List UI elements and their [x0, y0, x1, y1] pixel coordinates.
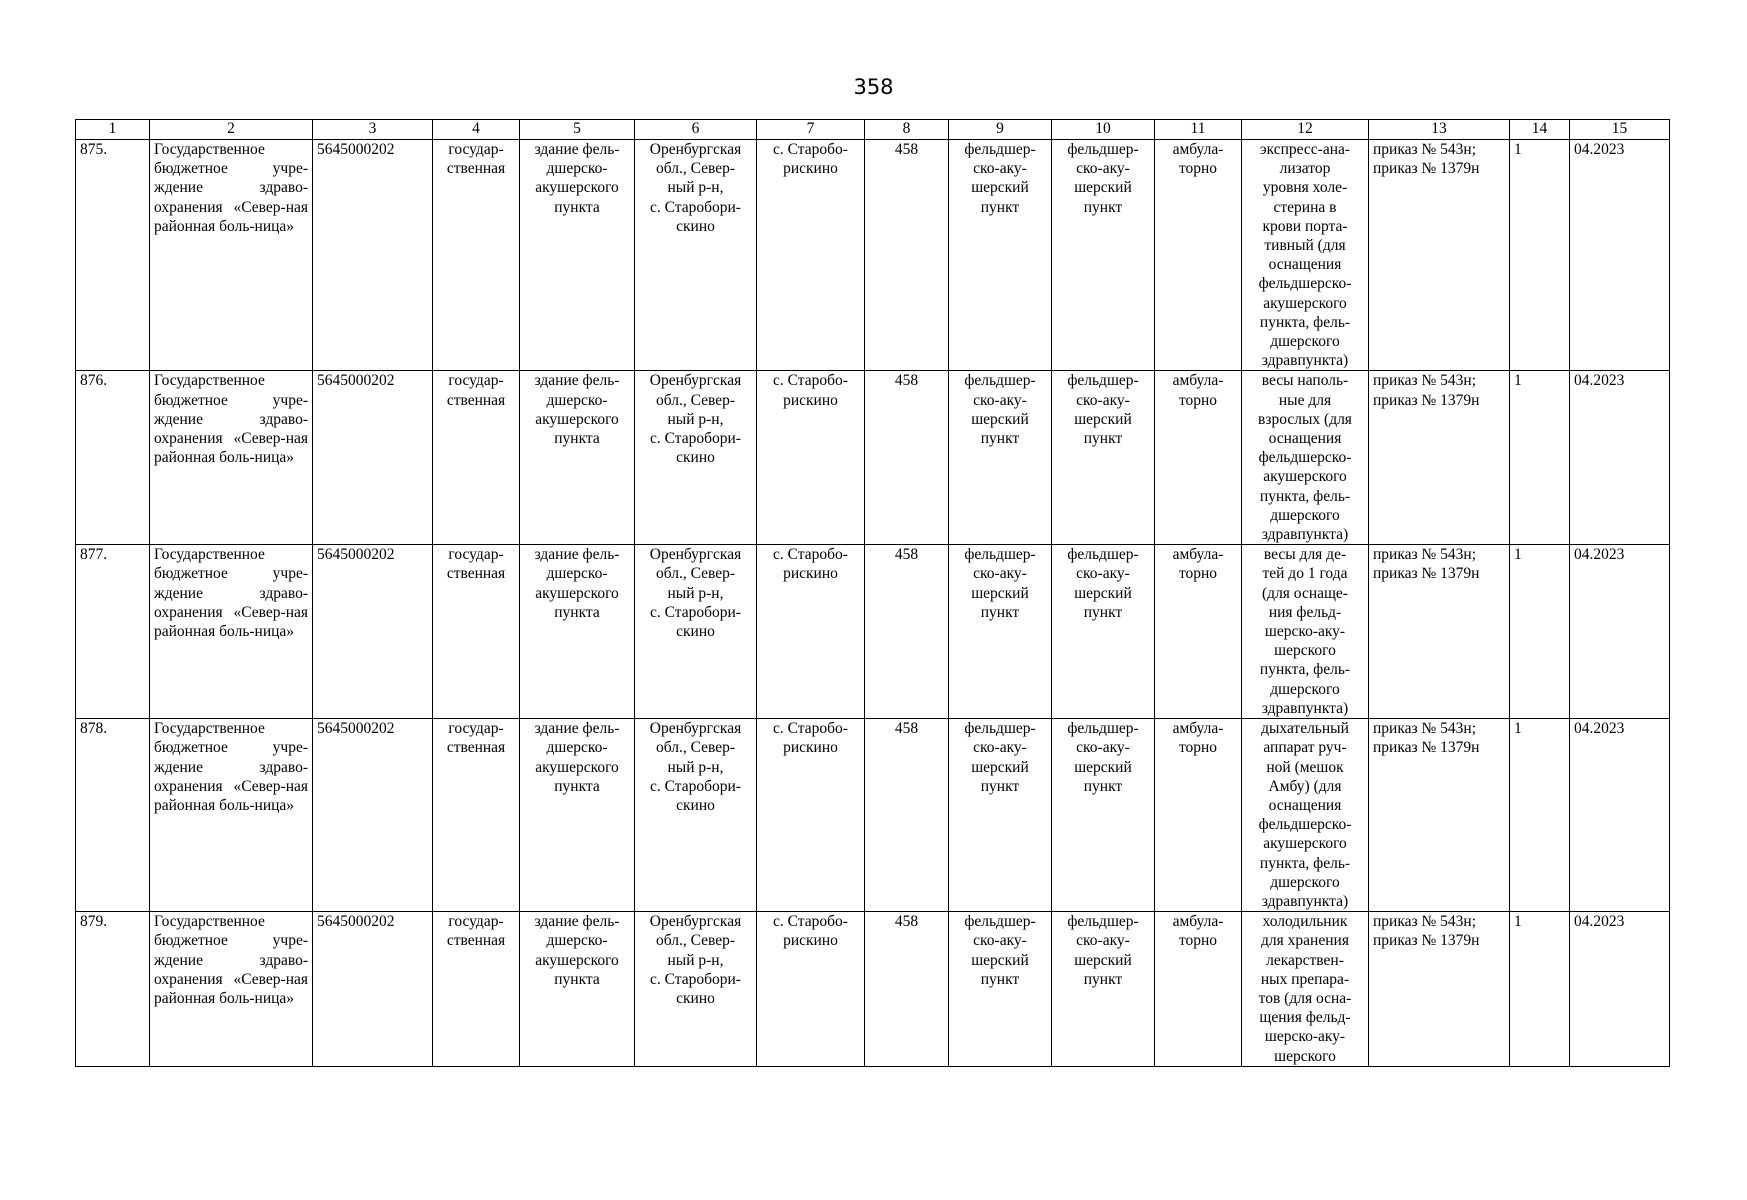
care-form: амбула- торно — [1155, 140, 1242, 371]
quantity: 1 — [1510, 912, 1570, 1067]
column-header-7: 7 — [757, 120, 865, 140]
settlement: с. Старобо- рискино — [757, 912, 865, 1067]
date: 04.2023 — [1570, 912, 1670, 1067]
order-reference: приказ № 543н; приказ № 1379н — [1369, 545, 1510, 719]
care-form: амбула- торно — [1155, 719, 1242, 912]
code: 458 — [865, 912, 949, 1067]
settlement: с. Старобо- рискино — [757, 371, 865, 545]
unit-type: фельдшер- ско-аку- шерский пункт — [949, 545, 1052, 719]
equipment: экспресс-ана- лизатор уровня холе- стерина в крови порта- тивный (для оснащения фельдшерско- акушерского пункта, фель- дшерского здравпункта) — [1242, 140, 1369, 371]
column-header-6: 6 — [635, 120, 757, 140]
ownership-form: государ- ственная — [433, 912, 520, 1067]
date: 04.2023 — [1570, 140, 1670, 371]
column-header-5: 5 — [520, 120, 635, 140]
organization-name: Государственное бюджетное учре-ждение здраво-охранения «Север-ная районная боль-ница» — [150, 140, 313, 371]
column-header-8: 8 — [865, 120, 949, 140]
inn-code: 5645000202 — [313, 719, 433, 912]
header-row — [76, 120, 1670, 140]
code: 458 — [865, 371, 949, 545]
organization-name: Государственное бюджетное учре-ждение здраво-охранения «Север-ная районная боль-ница» — [150, 371, 313, 545]
order-reference: приказ № 543н; приказ № 1379н — [1369, 140, 1510, 371]
order-reference: приказ № 543н; приказ № 1379н — [1369, 719, 1510, 912]
table-row — [76, 140, 1670, 371]
care-form: амбула- торно — [1155, 371, 1242, 545]
equipment: холодильник для хранения лекарствен- ных препара- тов (для осна- щения фельд- шерско-аку- шерского — [1242, 912, 1369, 1067]
settlement: с. Старобо- рискино — [757, 545, 865, 719]
date: 04.2023 — [1570, 371, 1670, 545]
column-header-4: 4 — [433, 120, 520, 140]
table-row — [76, 545, 1670, 719]
code: 458 — [865, 140, 949, 371]
settlement: с. Старобо- рискино — [757, 140, 865, 371]
column-header-14: 14 — [1510, 120, 1570, 140]
address: Оренбургская обл., Север- ный р-н, с. Старобори- скино — [635, 371, 757, 545]
building: здание фель- дшерско- акушерского пункта — [520, 912, 635, 1067]
code: 458 — [865, 719, 949, 912]
row-number: 876. — [76, 371, 150, 545]
unit-type: фельдшер- ско-аку- шерский пункт — [949, 140, 1052, 371]
equipment: весы наполь- ные для взрослых (для оснащения фельдшерско- акушерского пункта, фель- дшерского здравпункта) — [1242, 371, 1369, 545]
table-row — [76, 912, 1670, 1067]
ownership-form: государ- ственная — [433, 140, 520, 371]
address: Оренбургская обл., Север- ный р-н, с. Старобори- скино — [635, 912, 757, 1067]
unit-type: фельдшер- ско-аку- шерский пункт — [949, 371, 1052, 545]
building: здание фель- дшерско- акушерского пункта — [520, 545, 635, 719]
inn-code: 5645000202 — [313, 545, 433, 719]
quantity: 1 — [1510, 140, 1570, 371]
registry-table — [75, 119, 1670, 1067]
unit-name: фельдшер- ско-аку- шерский пункт — [1052, 140, 1155, 371]
row-number: 877. — [76, 545, 150, 719]
page-number: 358 — [853, 75, 894, 99]
column-header-1: 1 — [76, 120, 150, 140]
equipment: весы для де- тей до 1 года (для оснаще- ния фельд- шерско-аку- шерского пункта, фель- дшерского здравпункта) — [1242, 545, 1369, 719]
date: 04.2023 — [1570, 719, 1670, 912]
column-header-12: 12 — [1242, 120, 1369, 140]
code: 458 — [865, 545, 949, 719]
equipment: дыхательный аппарат руч- ной (мешок Амбу) (для оснащения фельдшерско- акушерского пункта, фель- дшерского здравпункта) — [1242, 719, 1369, 912]
column-header-15: 15 — [1570, 120, 1670, 140]
ownership-form: государ- ственная — [433, 545, 520, 719]
quantity: 1 — [1510, 545, 1570, 719]
column-header-10: 10 — [1052, 120, 1155, 140]
care-form: амбула- торно — [1155, 912, 1242, 1067]
row-number: 878. — [76, 719, 150, 912]
column-header-3: 3 — [313, 120, 433, 140]
care-form: амбула- торно — [1155, 545, 1242, 719]
organization-name: Государственное бюджетное учре-ждение здраво-охранения «Север-ная районная боль-ница» — [150, 912, 313, 1067]
inn-code: 5645000202 — [313, 912, 433, 1067]
address: Оренбургская обл., Север- ный р-н, с. Старобори- скино — [635, 719, 757, 912]
date: 04.2023 — [1570, 545, 1670, 719]
column-header-13: 13 — [1369, 120, 1510, 140]
unit-name: фельдшер- ско-аку- шерский пункт — [1052, 545, 1155, 719]
building: здание фель- дшерско- акушерского пункта — [520, 140, 635, 371]
column-header-11: 11 — [1155, 120, 1242, 140]
inn-code: 5645000202 — [313, 371, 433, 545]
ownership-form: государ- ственная — [433, 719, 520, 912]
order-reference: приказ № 543н; приказ № 1379н — [1369, 371, 1510, 545]
row-number: 879. — [76, 912, 150, 1067]
settlement: с. Старобо- рискино — [757, 719, 865, 912]
address: Оренбургская обл., Север- ный р-н, с. Старобори- скино — [635, 545, 757, 719]
order-reference: приказ № 543н; приказ № 1379н — [1369, 912, 1510, 1067]
building: здание фель- дшерско- акушерского пункта — [520, 371, 635, 545]
ownership-form: государ- ственная — [433, 371, 520, 545]
address: Оренбургская обл., Север- ный р-н, с. Старобори- скино — [635, 140, 757, 371]
column-header-2: 2 — [150, 120, 313, 140]
unit-name: фельдшер- ско-аку- шерский пункт — [1052, 371, 1155, 545]
table-row — [76, 371, 1670, 545]
table-row — [76, 719, 1670, 912]
quantity: 1 — [1510, 371, 1570, 545]
unit-name: фельдшер- ско-аку- шерский пункт — [1052, 912, 1155, 1067]
quantity: 1 — [1510, 719, 1570, 912]
column-header-9: 9 — [949, 120, 1052, 140]
row-number: 875. — [76, 140, 150, 371]
organization-name: Государственное бюджетное учре-ждение здраво-охранения «Север-ная районная боль-ница» — [150, 545, 313, 719]
organization-name: Государственное бюджетное учре-ждение здраво-охранения «Север-ная районная боль-ница» — [150, 719, 313, 912]
building: здание фель- дшерско- акушерского пункта — [520, 719, 635, 912]
unit-name: фельдшер- ско-аку- шерский пункт — [1052, 719, 1155, 912]
inn-code: 5645000202 — [313, 140, 433, 371]
unit-type: фельдшер- ско-аку- шерский пункт — [949, 912, 1052, 1067]
unit-type: фельдшер- ско-аку- шерский пункт — [949, 719, 1052, 912]
